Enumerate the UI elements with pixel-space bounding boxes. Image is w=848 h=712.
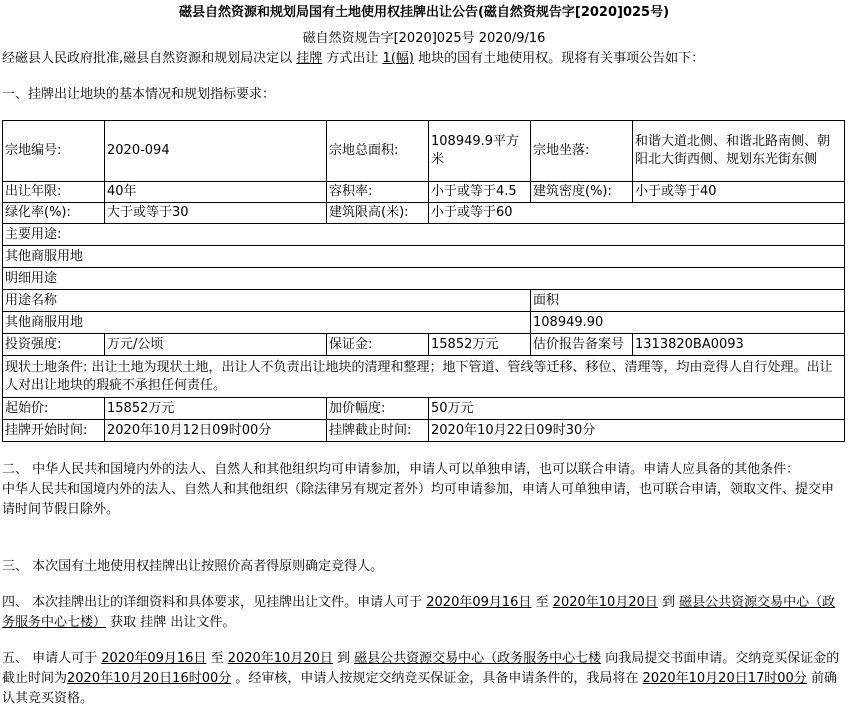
height-limit-value: 小于或等于60 [429,203,845,224]
increment-value: 50万元 [429,398,845,420]
intro-method-link[interactable]: 挂牌 [296,51,323,66]
table-row [3,203,845,224]
table-row [3,356,845,398]
intro-suffix: 地块的国有土地使用权。现将有关事项公告如下： [413,51,705,66]
main-use-value: 其他商服用地 [3,246,845,268]
section5-text: 至 [206,651,228,666]
section1-heading: 一、挂牌出让地块的基本情况和规划指标要求： [2,87,276,102]
total-area-label: 宗地总面积: [327,121,429,182]
area-header: 面积 [531,290,845,312]
parcel-id-value: 2020-094 [105,121,327,182]
section4-end-date: 2020年10月20日 [552,595,658,610]
table-row [3,334,845,356]
page-title: 磁县自然资源和规划局国有土地使用权挂牌出让公告(磁自然资规告字[2020]025号) [178,5,670,20]
listing-start-value: 2020年10月12日09时00分 [105,420,327,442]
term-label: 出让年限: [3,182,105,203]
table-row [3,121,845,182]
section4-place-link[interactable]: 磁县公共资源交易中心（政务服务中心七楼） [2,595,836,630]
main-use-label: 主要用途: [3,224,845,246]
investment-value: 万元/公顷 [105,334,327,356]
listing-end-label: 挂牌截止时间: [327,420,429,442]
document-number-date: 磁自然资规告字[2020]025号 2020/9/16 [302,31,546,46]
section4-paragraph [2,593,844,633]
table-row [3,224,845,246]
section4-text: 获取 挂牌 出让文件。 [106,615,236,630]
intro-count: 1(幅) [382,51,414,66]
section5-text: 前确认其竞买资格。 [2,671,837,706]
qualification-confirm-time: 2020年10月20日17时00分 [642,671,807,686]
table-row [3,420,845,442]
location-label: 宗地坐落: [531,121,633,182]
green-rate-value: 大于或等于30 [105,203,327,224]
table-row [3,290,845,312]
section5-text: 到 [332,651,355,666]
building-density-label: 建筑密度(%): [531,182,633,203]
section4-text: 四、 本次挂牌出让的详细资料和具体要求，见挂牌出让文件。申请人可于 [2,595,427,610]
appraisal-record-label: 估价报告备案号 [531,334,633,356]
detail-use-label: 明细用途 [3,268,845,290]
table-row [3,312,845,334]
listing-end-value: 2020年10月22日09时30分 [429,420,845,442]
plot-ratio-value: 小于或等于4.5 [429,182,531,203]
table-row [3,246,845,268]
intro-prefix: 经磁县人民政府批准,磁县自然资源和规划局决定以 [2,51,297,66]
increment-label: 加价幅度: [327,398,429,420]
section5-text: 五、 申请人可于 [2,651,102,666]
intro-mid: 方式出让 [322,51,383,66]
intro-paragraph [0,50,848,70]
appraisal-record-value: 1313820BA0093 [633,334,845,356]
investment-label: 投资强度: [3,334,105,356]
term-value: 40年 [105,182,327,203]
plot-ratio-label: 容积率: [327,182,429,203]
start-price-value: 15852万元 [105,398,327,420]
section5-text: 向我局提交书面申请。交纳竞买保证金的截止时间为 [2,651,840,686]
table-row [3,182,845,203]
land-info-table [2,120,845,442]
land-status-conditions: 现状土地条件: 出让土地为现状土地，出让人不负责出让地块的清理和整理；地下管道、管线等迁移、移位、清理等，均由竞得人自行处理。出让人对出让地块的瑕疵不承担任何责任。 [3,356,845,398]
total-area-value: 108949.9平方米 [429,121,531,182]
parcel-id-label: 宗地编号: [3,121,105,182]
deposit-deadline: 2020年10月20日16时00分 [67,671,232,686]
height-limit-label: 建筑限高(米): [327,203,429,224]
section5-place-link[interactable]: 磁县公共资源交易中心（政务服务中心七楼 [354,651,602,666]
section4-text: 至 [531,595,553,610]
section2-line1: 二、 中华人民共和国境内外的法人、自然人和其他组织均可申请参加，申请人可以单独申请，也可以联合申请。申请人应具备的其他条件： [2,462,800,477]
listing-start-label: 挂牌开始时间: [3,420,105,442]
green-rate-label: 绿化率(%): [3,203,105,224]
use-name-header: 用途名称 [3,290,531,312]
section2-paragraph [2,460,844,520]
section3-paragraph: 三、 本次国有土地使用权挂牌出让按照价高者得原则确定竞得人。 [2,559,384,574]
section5-start-date: 2020年09月16日 [101,651,207,666]
section5-end-date: 2020年10月20日 [227,651,333,666]
building-density-value: 小于或等于40 [633,182,845,203]
section5-paragraph [2,649,844,709]
start-price-label: 起始价: [3,398,105,420]
section5-text: 。经审核，申请人按规定交纳竞买保证金，具备申请条件的，我局将在 [231,671,643,686]
location-value: 和谐大道北侧、和谐北路南侧、朝阳北大街西侧、规划东光街东侧 [633,121,845,182]
area-value: 108949.90 [531,312,845,334]
table-row [3,268,845,290]
section2-line2: 中华人民共和国境内外的法人、自然人和其他组织（除法律另有规定者外）均可申请参加，申请人可单独申请，也可联合申请，领取文件、提交申请时间节假日除外。 [2,482,835,517]
section4-text: 到 [657,595,680,610]
deposit-label: 保证金: [327,334,429,356]
table-row [3,398,845,420]
section4-start-date: 2020年09月16日 [426,595,532,610]
deposit-value: 15852万元 [429,334,531,356]
use-name-value: 其他商服用地 [3,312,531,334]
